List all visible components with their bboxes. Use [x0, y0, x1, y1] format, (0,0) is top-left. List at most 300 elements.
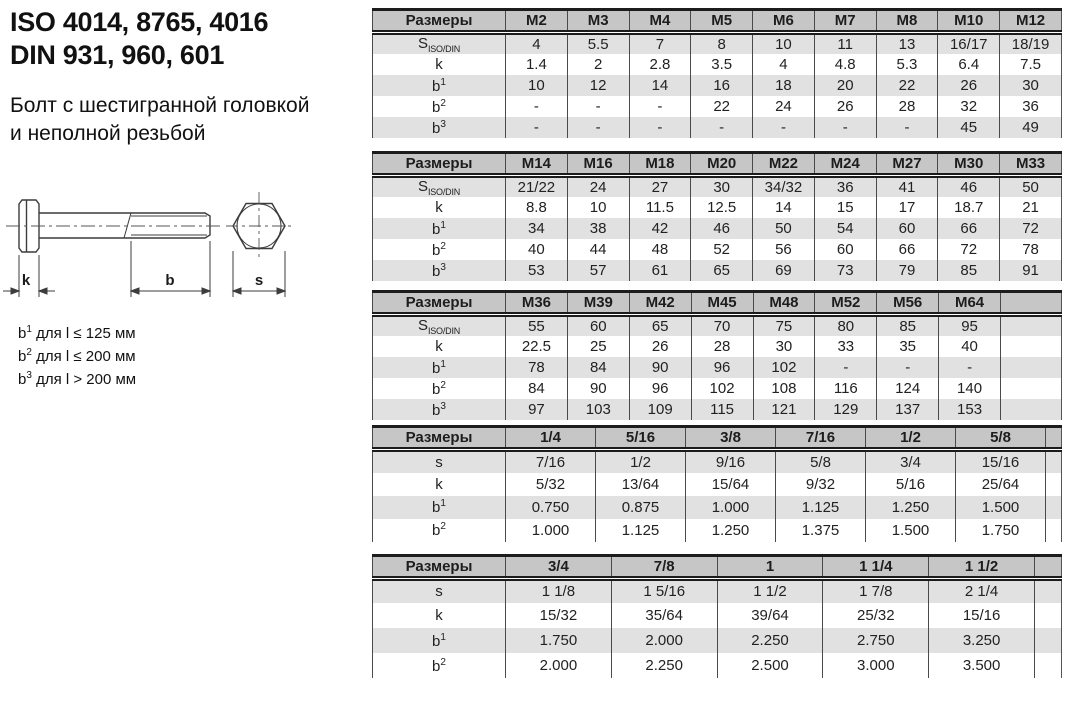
table-row: [373, 519, 1062, 542]
column-header: 3/4: [506, 555, 612, 578]
row-label-sup: 3: [440, 118, 446, 130]
row-label: k: [373, 197, 506, 218]
table-row: [373, 603, 1062, 628]
table-cell: 12.5: [691, 197, 753, 218]
table-cell: 12: [567, 75, 629, 96]
table-cell: 14: [629, 75, 691, 96]
table-cell: 2: [567, 54, 629, 75]
column-header: M45: [691, 292, 753, 315]
table-cell: 18.7: [938, 197, 1000, 218]
column-header: 3/8: [686, 427, 776, 450]
row-label: $b^2$: [373, 378, 506, 399]
table-cell: 34: [506, 218, 568, 239]
table-row: [373, 653, 1062, 678]
column-header: M56: [877, 292, 939, 315]
table-cell: 9/32: [776, 473, 866, 496]
table-cell: 13/64: [596, 473, 686, 496]
table-cell: 1 1/2: [717, 578, 823, 603]
table-row: [373, 260, 1062, 281]
table-row: [373, 357, 1062, 378]
table-cell: 15/16: [956, 450, 1046, 473]
row-label: $b^2$: [373, 96, 506, 117]
row-label: $b^1$: [373, 218, 506, 239]
table-row: [373, 197, 1062, 218]
table-cell: 10: [567, 197, 629, 218]
table-cell: 5/32: [506, 473, 596, 496]
row-label: $b^3$: [373, 117, 506, 138]
table-cell: -: [815, 357, 877, 378]
column-header: M8: [876, 10, 938, 33]
row-label-sup: 2: [440, 97, 446, 109]
table-cell: 1 7/8: [823, 578, 929, 603]
table-cell: 97: [506, 399, 568, 420]
row-label: $S_{ISO/DIN}$: [373, 33, 506, 55]
note-b2: $b^2$ для l ≤ 200 мм: [18, 347, 136, 365]
table-cell: 84: [506, 378, 568, 399]
column-header: M33: [1000, 153, 1062, 176]
row-label: k: [373, 473, 506, 496]
table-cell: 34/32: [753, 176, 815, 198]
table-cell: 78: [506, 357, 568, 378]
table-cell: 54: [814, 218, 876, 239]
column-header: 1/4: [506, 427, 596, 450]
table-cell: 57: [567, 260, 629, 281]
table-cell: 24: [567, 176, 629, 198]
column-header: 7/16: [776, 427, 866, 450]
dimension-tables: [372, 8, 1062, 678]
table-cell: 2 1/4: [929, 578, 1035, 603]
table-cell: 44: [567, 239, 629, 260]
table-cell: 3.500: [929, 653, 1035, 678]
table-cell: 65: [629, 315, 691, 337]
row-label-sub: ISO/DIN: [427, 44, 461, 54]
row-label-sub: ISO/DIN: [427, 326, 461, 336]
table-cell: 1.250: [686, 519, 776, 542]
column-header: M18: [629, 153, 691, 176]
table-cell: 2.250: [717, 628, 823, 653]
column-header: M64: [939, 292, 1001, 315]
column-header: 5/16: [596, 427, 686, 450]
header-row: [373, 555, 1062, 578]
table-row: [373, 336, 1062, 357]
table-cell: 103: [567, 399, 629, 420]
sizes-header: Размеры: [373, 292, 506, 315]
row-label-sup: 1: [440, 76, 446, 88]
table-cell: 78: [1000, 239, 1062, 260]
column-header: M22: [753, 153, 815, 176]
row-label: $b^2$: [373, 653, 506, 678]
row-label: $b^1$: [373, 75, 506, 96]
spec-table-1: [372, 8, 1062, 138]
column-header: M14: [506, 153, 568, 176]
table-cell: 84: [567, 357, 629, 378]
table-cell: -: [506, 96, 568, 117]
row-label: $S_{ISO/DIN}$: [373, 315, 506, 337]
empty-cell: [1001, 378, 1062, 399]
sizes-header: Размеры: [373, 153, 506, 176]
table-cell: 2.8: [629, 54, 691, 75]
table-cell: 28: [691, 336, 753, 357]
empty-cell: [1001, 357, 1062, 378]
table-cell: 1.125: [776, 496, 866, 519]
table-cell: 42: [629, 218, 691, 239]
table-cell: 66: [938, 218, 1000, 239]
table-row: [373, 315, 1062, 337]
table-cell: 56: [753, 239, 815, 260]
table-cell: 6.4: [938, 54, 1000, 75]
table-row: [373, 96, 1062, 117]
row-label-sup: 3: [440, 400, 446, 412]
table-cell: 3.000: [823, 653, 929, 678]
row-label: $b^3$: [373, 399, 506, 420]
table-cell: 2.000: [611, 628, 717, 653]
row-label-sup: 2: [440, 656, 446, 668]
table-cell: 10: [753, 33, 815, 55]
table-cell: 91: [1000, 260, 1062, 281]
note-b1: $b^1$ для l ≤ 125 мм: [18, 324, 136, 342]
column-header: M48: [753, 292, 815, 315]
table-cell: 4: [753, 54, 815, 75]
subtitle-block: [10, 92, 309, 148]
table-cell: 33: [815, 336, 877, 357]
row-label: $b^2$: [373, 519, 506, 542]
table-cell: 75: [753, 315, 815, 337]
table-cell: 11.5: [629, 197, 691, 218]
note-b3: $b^3$ для l > 200 мм: [18, 370, 137, 388]
table-cell: 27: [629, 176, 691, 198]
table-cell: 2.000: [506, 653, 612, 678]
table-cell: -: [877, 357, 939, 378]
table-cell: 95: [939, 315, 1001, 337]
table-row: [373, 117, 1062, 138]
table-cell: 26: [814, 96, 876, 117]
column-header: M2: [506, 10, 568, 33]
table-row: [373, 578, 1062, 603]
table-row: [373, 473, 1062, 496]
row-label-sup: 2: [440, 379, 446, 391]
table-cell: 108: [753, 378, 815, 399]
table-cell: 7.5: [1000, 54, 1062, 75]
row-label: k: [373, 336, 506, 357]
table-cell: 15/16: [929, 603, 1035, 628]
table-cell: 1 1/8: [506, 578, 612, 603]
table-cell: 40: [506, 239, 568, 260]
table-cell: 60: [876, 218, 938, 239]
table-cell: 1.250: [866, 496, 956, 519]
bolt-technical-drawing: [0, 183, 330, 318]
table-row: [373, 378, 1062, 399]
dim-k-label: k: [21, 272, 31, 289]
table-cell: 5.3: [876, 54, 938, 75]
table-cell: 1.000: [686, 496, 776, 519]
table-cell: 1.750: [956, 519, 1046, 542]
table-cell: 22.5: [506, 336, 568, 357]
table-row: [373, 239, 1062, 260]
table-cell: -: [629, 96, 691, 117]
column-header: M52: [815, 292, 877, 315]
table-cell: 3.5: [691, 54, 753, 75]
table-cell: 2.250: [611, 653, 717, 678]
header-row: [373, 10, 1062, 33]
spec-table-2: [372, 151, 1062, 281]
empty-cell: [1001, 315, 1062, 337]
table-cell: 55: [506, 315, 568, 337]
table-cell: 20: [814, 75, 876, 96]
table-cell: 22: [876, 75, 938, 96]
table-cell: 14: [753, 197, 815, 218]
table-cell: 129: [815, 399, 877, 420]
table-cell: 65: [691, 260, 753, 281]
row-label: $b^1$: [373, 357, 506, 378]
table-cell: 85: [877, 315, 939, 337]
table-cell: 30: [1000, 75, 1062, 96]
row-label: k: [373, 603, 506, 628]
column-header: 7/8: [611, 555, 717, 578]
table-cell: 18: [753, 75, 815, 96]
table-cell: 1.750: [506, 628, 612, 653]
table-cell: 102: [753, 357, 815, 378]
table-cell: 30: [753, 336, 815, 357]
table-cell: 15/32: [506, 603, 612, 628]
table-cell: 0.750: [506, 496, 596, 519]
table-row: [373, 399, 1062, 420]
table-row: [373, 218, 1062, 239]
table-cell: 45: [938, 117, 1000, 138]
table-cell: 1.000: [506, 519, 596, 542]
table-row: [373, 176, 1062, 198]
table-cell: 96: [629, 378, 691, 399]
table-cell: 30: [691, 176, 753, 198]
empty-cell: [1035, 653, 1062, 678]
table-cell: 153: [939, 399, 1001, 420]
table-cell: 121: [753, 399, 815, 420]
table-cell: 5.5: [567, 33, 629, 55]
thread-length-notes: [18, 320, 136, 389]
column-header: 1 1/4: [823, 555, 929, 578]
column-header: M12: [1000, 10, 1062, 33]
column-header: 5/8: [956, 427, 1046, 450]
table-cell: 85: [938, 260, 1000, 281]
table-cell: -: [814, 117, 876, 138]
table-cell: 4: [506, 33, 568, 55]
table-cell: 26: [629, 336, 691, 357]
table-cell: 1 5/16: [611, 578, 717, 603]
table-cell: 102: [691, 378, 753, 399]
table-cell: 15: [814, 197, 876, 218]
table-cell: 25/32: [823, 603, 929, 628]
table-cell: 60: [567, 315, 629, 337]
table-cell: 25: [567, 336, 629, 357]
column-header: M7: [814, 10, 876, 33]
row-label: $b^1$: [373, 496, 506, 519]
column-header: 1 1/2: [929, 555, 1035, 578]
table-cell: 115: [691, 399, 753, 420]
table-cell: 79: [876, 260, 938, 281]
table-cell: 7: [629, 33, 691, 55]
table-cell: 40: [939, 336, 1001, 357]
table-cell: 21/22: [506, 176, 568, 198]
table-cell: 70: [691, 315, 753, 337]
table-cell: 7/16: [506, 450, 596, 473]
row-label-sub: ISO/DIN: [427, 187, 461, 197]
table-cell: 72: [938, 239, 1000, 260]
row-label: s: [373, 450, 506, 473]
table-cell: 10: [506, 75, 568, 96]
column-header: M6: [753, 10, 815, 33]
table-cell: 61: [629, 260, 691, 281]
table-cell: 1.4: [506, 54, 568, 75]
table-cell: 8: [691, 33, 753, 55]
table-cell: 32: [938, 96, 1000, 117]
row-label: $b^1$: [373, 628, 506, 653]
table-cell: 48: [629, 239, 691, 260]
row-label: $b^3$: [373, 260, 506, 281]
table-cell: 90: [629, 357, 691, 378]
table-cell: 96: [691, 357, 753, 378]
row-label: s: [373, 578, 506, 603]
table-cell: 49: [1000, 117, 1062, 138]
table-cell: 16: [691, 75, 753, 96]
table-cell: 90: [567, 378, 629, 399]
table-cell: 137: [877, 399, 939, 420]
table-cell: 4.8: [814, 54, 876, 75]
table-cell: 2.750: [823, 628, 929, 653]
table-cell: 3/4: [866, 450, 956, 473]
table-cell: 109: [629, 399, 691, 420]
column-header: M3: [567, 10, 629, 33]
empty-cell: [1035, 578, 1062, 603]
page-title-din: DIN 931, 960, 601: [10, 40, 225, 70]
table-cell: 50: [1000, 176, 1062, 198]
empty-cell: [1046, 473, 1062, 496]
table-row: [373, 75, 1062, 96]
table-cell: -: [629, 117, 691, 138]
column-header: M10: [938, 10, 1000, 33]
table-cell: 15/64: [686, 473, 776, 496]
table-cell: 41: [876, 176, 938, 198]
row-label: $b^2$: [373, 239, 506, 260]
table-cell: 124: [877, 378, 939, 399]
row-label: k: [373, 54, 506, 75]
spec-table-5: [372, 554, 1062, 679]
column-header: 1: [717, 555, 823, 578]
table-cell: 73: [814, 260, 876, 281]
empty-cell: [1001, 399, 1062, 420]
table-cell: -: [876, 117, 938, 138]
row-label-sup: 2: [440, 240, 446, 252]
column-header: M4: [629, 10, 691, 33]
subtitle-line-2: и неполной резьбой: [10, 122, 206, 145]
empty-column-header: [1046, 427, 1062, 450]
table-cell: 13: [876, 33, 938, 55]
table-cell: 36: [1000, 96, 1062, 117]
table-cell: -: [506, 117, 568, 138]
column-header: M20: [691, 153, 753, 176]
dim-s-label: s: [254, 272, 264, 289]
empty-cell: [1046, 450, 1062, 473]
table-cell: 28: [876, 96, 938, 117]
row-label-sup: 1: [440, 358, 446, 370]
table-cell: -: [567, 117, 629, 138]
table-cell: 53: [506, 260, 568, 281]
column-header: M27: [876, 153, 938, 176]
table-cell: 2.500: [717, 653, 823, 678]
table-row: [373, 54, 1062, 75]
table-cell: 46: [691, 218, 753, 239]
table-cell: 8.8: [506, 197, 568, 218]
table-cell: 72: [1000, 218, 1062, 239]
empty-cell: [1046, 496, 1062, 519]
row-label: $S_{ISO/DIN}$: [373, 176, 506, 198]
sizes-header: Размеры: [373, 427, 506, 450]
row-label-sup: 3: [440, 261, 446, 273]
page-title-iso: ISO 4014, 8765, 4016: [10, 7, 269, 37]
row-label-sup: 1: [440, 219, 446, 231]
spec-table-3: [372, 290, 1062, 420]
sizes-header: Размеры: [373, 555, 506, 578]
table-cell: 116: [815, 378, 877, 399]
table-cell: 50: [753, 218, 815, 239]
row-label-sup: 2: [440, 521, 446, 532]
table-cell: 22: [691, 96, 753, 117]
table-cell: 1.125: [596, 519, 686, 542]
table-cell: -: [939, 357, 1001, 378]
table-row: [373, 628, 1062, 653]
header-row: [373, 153, 1062, 176]
header-row: [373, 427, 1062, 450]
table-cell: 1.500: [956, 496, 1046, 519]
empty-cell: [1035, 628, 1062, 653]
empty-cell: [1035, 603, 1062, 628]
table-cell: 80: [815, 315, 877, 337]
table-cell: 35: [877, 336, 939, 357]
subtitle-line-1: Болт с шестигранной головкой: [10, 94, 310, 117]
spec-table-4: [372, 425, 1062, 542]
table-cell: 46: [938, 176, 1000, 198]
table-cell: 39/64: [717, 603, 823, 628]
table-row: [373, 33, 1062, 55]
table-cell: 26: [938, 75, 1000, 96]
table-cell: 18/19: [1000, 33, 1062, 55]
table-cell: 1/2: [596, 450, 686, 473]
table-cell: 69: [753, 260, 815, 281]
row-label-sup: 1: [440, 498, 446, 509]
table-cell: 1.500: [866, 519, 956, 542]
column-header: M5: [691, 10, 753, 33]
table-cell: 35/64: [611, 603, 717, 628]
table-cell: -: [567, 96, 629, 117]
dim-b-label: b: [165, 272, 175, 289]
empty-column-header: [1035, 555, 1062, 578]
column-header: M42: [629, 292, 691, 315]
table-cell: 21: [1000, 197, 1062, 218]
table-cell: 140: [939, 378, 1001, 399]
table-cell: 0.875: [596, 496, 686, 519]
table-cell: 16/17: [938, 33, 1000, 55]
empty-column-header: [1001, 292, 1062, 315]
table-cell: 1.375: [776, 519, 866, 542]
empty-cell: [1046, 519, 1062, 542]
empty-cell: [1001, 336, 1062, 357]
table-cell: 36: [814, 176, 876, 198]
table-cell: 17: [876, 197, 938, 218]
table-cell: -: [753, 117, 815, 138]
header-row: [373, 292, 1062, 315]
column-header: M16: [567, 153, 629, 176]
table-cell: 11: [814, 33, 876, 55]
table-cell: 24: [753, 96, 815, 117]
table-row: [373, 450, 1062, 473]
